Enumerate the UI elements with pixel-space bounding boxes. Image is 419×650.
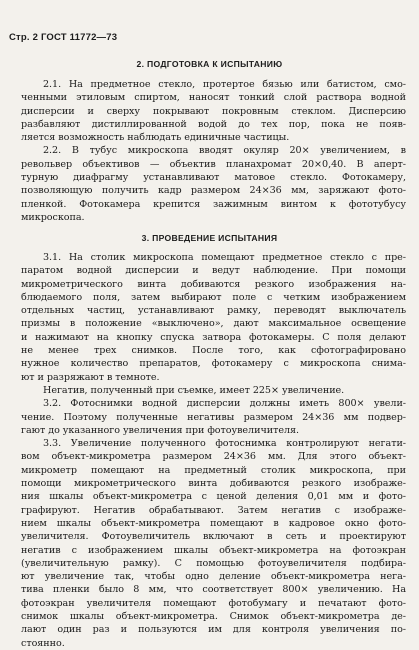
paragraph-line: нужное количество препаратов, фотокамеру с микроскопа снима- xyxy=(21,358,406,370)
paragraph-line: призмы в положение «выключено», дают максимальное освещение xyxy=(21,318,406,330)
paragraph-line: ют и разряжают в темноте. xyxy=(21,371,160,383)
paragraph-line: револьвер объективов — объектив планахромат 20×0,40. В аперт- xyxy=(21,158,406,170)
section-3-body xyxy=(21,251,406,650)
paragraph-line: тива пленки было 8 мм, что соответствует 800× увеличению. На xyxy=(21,584,406,596)
paragraph-line: дисперсии и сверху покрывают покровным стеклом. Дисперсию xyxy=(21,105,406,117)
paragraph-line: ченными этиловым спиртом, наносят тонкий слой раствора водной xyxy=(21,92,406,104)
paragraph-line: ния шкалы объект-микрометра с ценой деления 0,01 мм и фото- xyxy=(21,491,406,503)
paragraph-line: вом объект-микрометра размером 24×36 мм. Для этого объект- xyxy=(21,451,406,463)
section-3-title: 3. ПРОВЕДЕНИЕ ИСПЫТАНИЯ xyxy=(141,233,278,243)
paragraph-line: (увеличительную рамку). С помощью фотоувеличителя подбира- xyxy=(21,557,406,569)
gost-number: ГОСТ 11772—73 xyxy=(40,32,118,43)
paragraph-line: чение. Поэтому полученные негативы размером 24×36 мм подвер- xyxy=(21,411,406,423)
page-header xyxy=(9,32,117,43)
paragraph-line: не менее трех снимков. После того, как сфотографировано xyxy=(21,345,406,357)
section-2-title: 2. ПОДГОТОВКА К ИСПЫТАНИЮ xyxy=(136,59,283,69)
paragraph-line: паратом водной дисперсии и ведут наблюдение. При помощи xyxy=(21,265,406,277)
paragraph-line: разбавляют дистиллированной водой до тех пор, пока не появ- xyxy=(21,118,406,130)
paragraph-line: увеличителя. Фотоувеличитель включают в сеть и проектируют xyxy=(21,531,406,543)
paragraph-line: микроскопа. xyxy=(21,211,85,223)
paragraph-line: 2.1. На предметное стекло, протертое бязью или батистом, смо- xyxy=(43,79,406,90)
paragraph-line: блюдаемого поля, затем выбирают поле с четким изображением xyxy=(21,291,406,303)
paragraph-line: 2.2. В тубус микроскопа вводят окуляр 20× увеличением, в xyxy=(43,145,406,157)
paragraph-line: лают один раз и пользуются им для контроля увеличения по- xyxy=(21,624,406,636)
paragraph-line: нием шкалы объект-микрометра помещают в кадровое окно фото- xyxy=(21,517,406,529)
paragraph-line: негатив с изображением шкалы объект-микрометра на фотоэкран xyxy=(21,544,406,556)
paragraph-line: 3.2. Фотоснимки водной дисперсии должны иметь 800× увели- xyxy=(43,398,406,410)
paragraph-line: и нажимают на кнопку спуска затвора фотокамеры. С поля делают xyxy=(21,331,406,343)
paragraph-line: Негатив, полученный при съемке, имеет 225× увеличение. xyxy=(43,384,345,396)
paragraph-line: ляется возможность наблюдать единичные частицы. xyxy=(21,132,290,144)
paragraph-line: 3.3. Увеличение полученного фотоснимка контролируют негати- xyxy=(43,438,406,450)
section-2-body xyxy=(21,78,406,224)
paragraph-line: фотоэкран увеличителя помещают фотобумагу и печатают фото- xyxy=(21,597,406,609)
paragraph-line: турную диафрагму устанавливают матовое стекло. Фотокамеру, xyxy=(21,172,406,184)
paragraph-line: отдельных частиц, устанавливают рамку, переводят выключатель xyxy=(21,305,406,317)
page-number: Стр. 2 xyxy=(9,32,39,43)
paragraph-line: микрометр помещают на предметный столик микроскопа, при xyxy=(21,464,406,476)
paragraph-line: снимок шкалы объект-микрометра. Снимок объект-микрометра де- xyxy=(21,611,406,623)
paragraph-line: помощи микрометрического винта добиваются резкого изображе- xyxy=(21,478,406,490)
paragraph-line: 3.1. На столик микроскопа помещают предметное стекло с пре- xyxy=(43,252,406,263)
paragraph-line: микрометрического винта добиваются резкого изображения на- xyxy=(21,278,406,290)
paragraph-line: пленкой. Фотокамера крепится зажимным винтом к фототубусу xyxy=(21,198,406,210)
paragraph-line: гают до указанного увеличения при фотоувеличителя. xyxy=(21,424,300,436)
paragraph-line: графируют. Негатив обрабатывают. Затем негатив с изображе- xyxy=(21,504,406,516)
paragraph-line: позволяющую получить кадр размером 24×36 мм, заряжают фото- xyxy=(21,185,406,197)
paragraph-line: стоянно. xyxy=(21,637,65,649)
paragraph-line: ют увеличение так, чтобы одно деление объект-микрометра нега- xyxy=(21,571,406,583)
